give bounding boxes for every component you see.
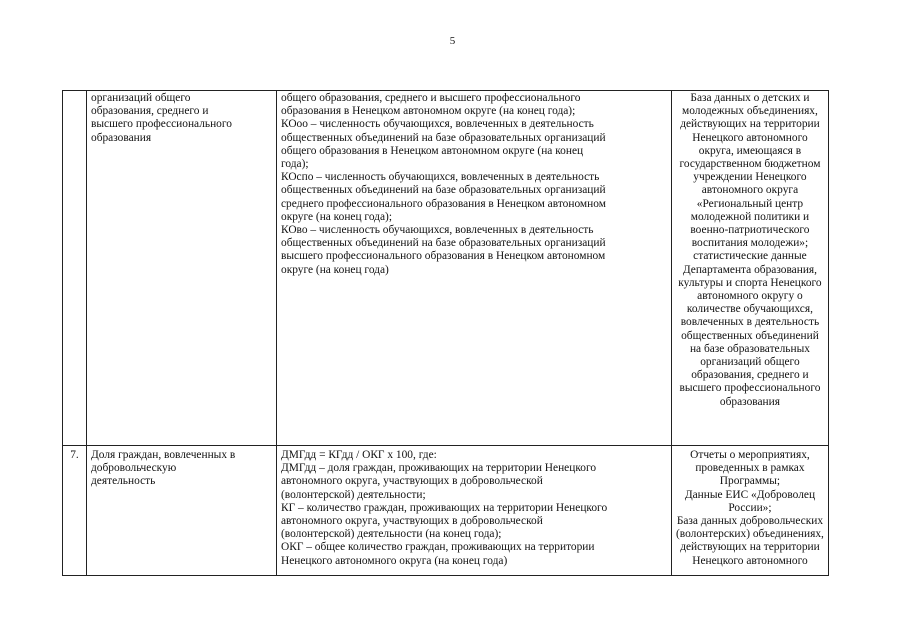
text-line: автономного округу о [697, 290, 803, 303]
text-line: ДМГдд – доля граждан, проживающих на территории Ненецкого [281, 462, 597, 475]
text-line: воспитания молодежи»; [691, 237, 809, 250]
text-line: действующих на территории [680, 541, 820, 554]
text-line: молодежных объединениях, [682, 105, 818, 118]
text-line: общественных объединений [681, 329, 819, 342]
text-line: учреждении Ненецкого [693, 171, 807, 184]
text-line: «Региональный центр [696, 197, 804, 210]
text-line: года); [281, 158, 309, 171]
text-line: Отчеты о мероприятиях, [690, 449, 810, 461]
text-line: База данных о детских и [690, 92, 810, 104]
text-line: военно-патриотического [690, 224, 810, 237]
text-line: организаций общего [91, 92, 191, 104]
text-line: статистические данные [693, 250, 807, 263]
text-line: высшего профессионального [679, 382, 821, 395]
text-line: Ненецкого автономного [692, 131, 808, 144]
text-line: Доля граждан, вовлеченных в [91, 449, 236, 461]
text-line: культуры и спорта Ненецкого [678, 276, 822, 289]
text-line: (волонтерской) деятельности; [281, 488, 426, 501]
text-line: России»; [728, 501, 772, 514]
text-line: общественных объединений на базе образовательных организаций [281, 131, 606, 144]
table-row [63, 91, 829, 446]
text-line: молодежной политики и [690, 210, 810, 223]
indicator-cell [87, 446, 277, 576]
text-line: (волонтерских) объединениях, [676, 528, 824, 541]
row-number-cell [63, 91, 87, 446]
text-line: образования [91, 131, 152, 144]
text-line: действующих на территории [680, 118, 820, 131]
text-line: среднего профессионального образования в Ненецком автономном [281, 197, 606, 210]
text-line: Департамента образования, [682, 263, 818, 276]
text-line: образования, среднего и [91, 105, 209, 118]
text-line: образования в Ненецком автономном округе (на конец года); [281, 105, 576, 118]
text-line: проведенных в рамках [695, 462, 805, 475]
text-line: государственном бюджетном [679, 158, 821, 171]
text-line: Ненецкого автономного округа (на конец года) [281, 554, 508, 567]
text-line: ОКГ – общее количество граждан, проживающих на территории [281, 541, 595, 554]
text-line: КОспо – численность обучающихся, вовлеченных в деятельность [281, 171, 600, 184]
text-line: округе (на конец года) [281, 263, 389, 276]
text-line: деятельность [91, 475, 156, 488]
text-line: общего образования, среднего и высшего профессионального [281, 92, 581, 104]
page-number: 5 [449, 35, 456, 47]
text-line: автономного округа [701, 184, 799, 197]
text-line: КОоо – численность обучающихся, вовлеченных в деятельность [281, 118, 594, 131]
text-line: округе (на конец года); [281, 210, 392, 223]
text-line: КГ – количество граждан, проживающих на территории Ненецкого [281, 501, 608, 514]
text-line: образования, среднего и [691, 369, 809, 382]
indicator-cell [87, 91, 277, 446]
row-number-cell: 7. [63, 446, 87, 576]
text-line: высшего профессионального образования в Ненецком автономном [281, 250, 606, 263]
text-line: автономного округа, участвующих в добровольческой [281, 475, 543, 488]
text-line: вовлеченных в деятельность [680, 316, 820, 329]
text-line: КОво – численность обучающихся, вовлеченных в деятельность [281, 224, 594, 237]
text-line: округа, имеющаяся в [698, 144, 802, 157]
indicators-table [62, 90, 829, 576]
source-cell [672, 446, 829, 576]
text-line: ДМГдд = КГдд / ОКГ х 100, где: [281, 449, 437, 461]
text-line: на базе образовательных [689, 342, 810, 355]
text-line: общественных объединений на базе образовательных организаций [281, 237, 606, 250]
text-line: образования [719, 395, 780, 408]
text-line: База данных добровольческих [676, 515, 824, 528]
text-line: Программы; [719, 475, 781, 488]
source-cell [672, 91, 829, 446]
text-line: добровольческую [91, 462, 177, 475]
table-row [63, 446, 829, 576]
text-line: автономного округа, участвующих в добровольческой [281, 515, 543, 528]
text-line: общего образования в Ненецком автономном округе (на конец [281, 144, 584, 157]
text-line: общественных объединений на базе образовательных организаций [281, 184, 606, 197]
text-line: Данные ЕИС «Доброволец [684, 488, 816, 501]
formula-cell [277, 446, 672, 576]
formula-cell [277, 91, 672, 446]
text-line: Ненецкого автономного [692, 554, 808, 567]
text-line: количестве обучающихся, [686, 303, 813, 316]
text-line: (волонтерской) деятельности (на конец года); [281, 528, 502, 541]
text-line: организаций общего [700, 356, 800, 369]
text-line: высшего профессионального [91, 118, 232, 131]
